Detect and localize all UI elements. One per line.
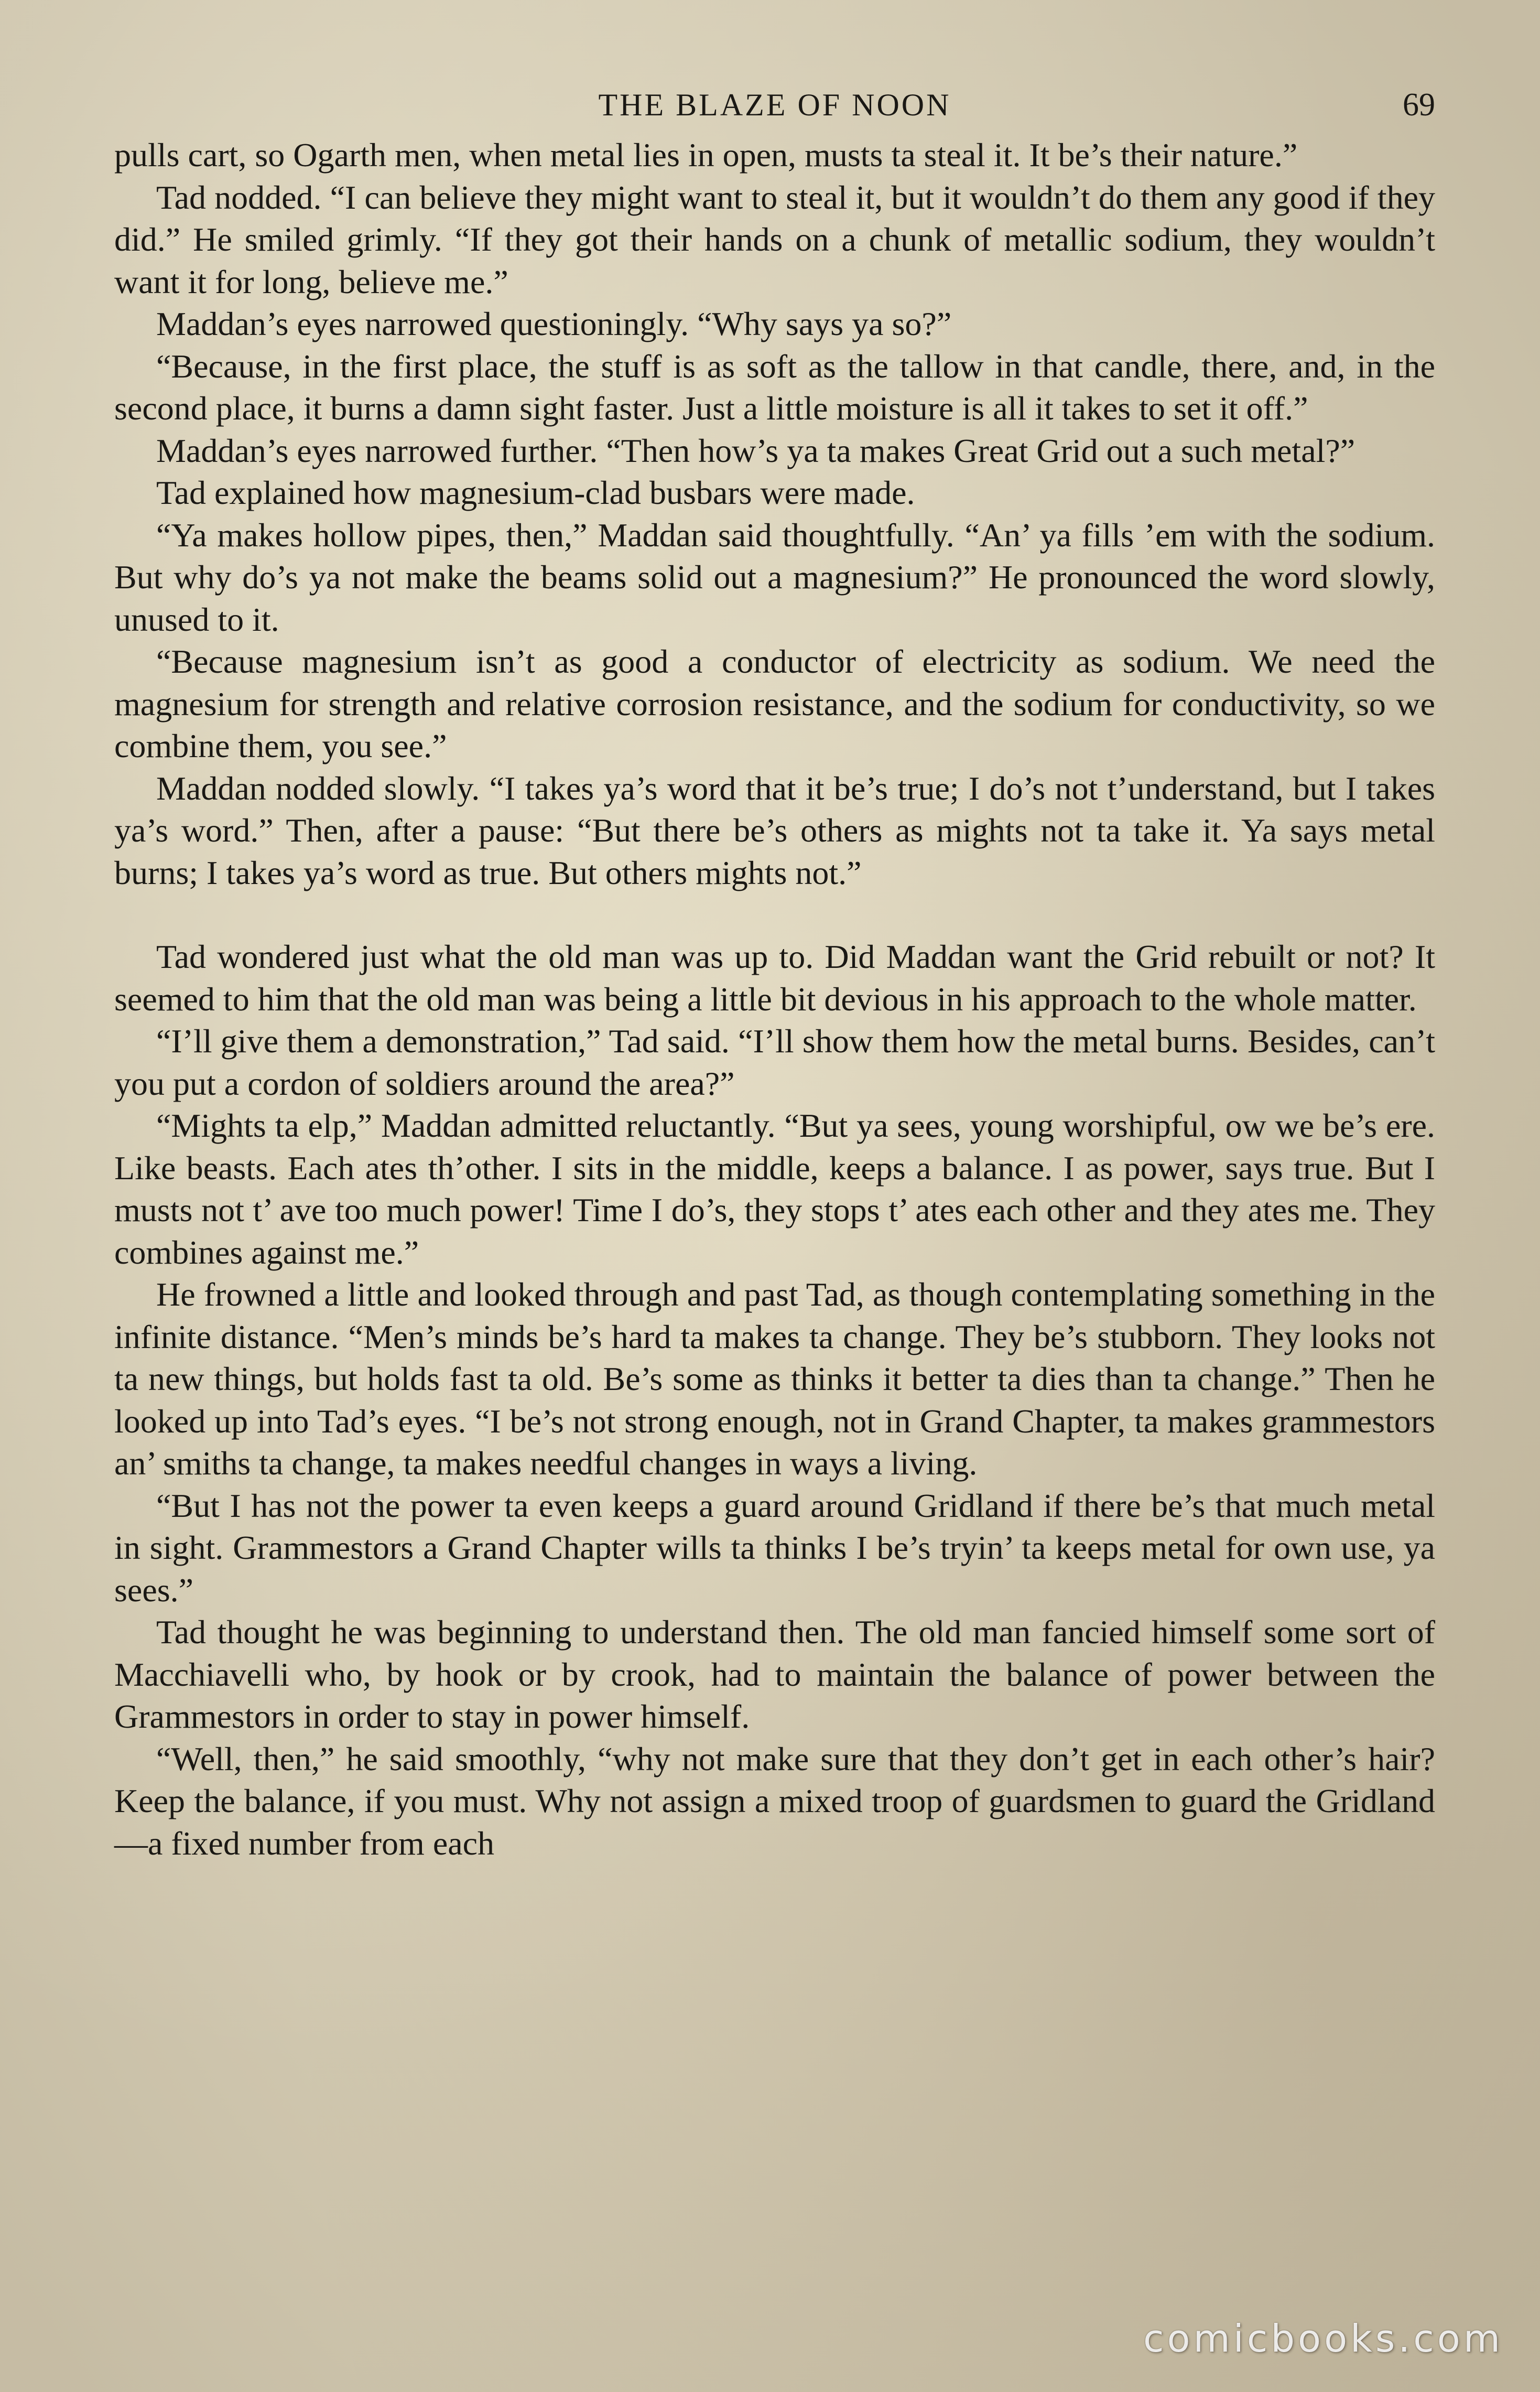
book-page — [114, 79, 1435, 2281]
paragraph: “But I has not the power ta even keeps a guard around Gridland if there be’s that much metal in sight. Grammestors a Grand Chapter wills ta thinks I be’s tryin’ ta keeps metal for own use, ya sees.” — [114, 1486, 1435, 1609]
paragraph: “Because magnesium isn’t as good a conductor of electricity as sodium. We need the magnesium for strength and relative corrosion resistance, and the sodium for conductivity, so we combine them, you see.” — [114, 643, 1435, 764]
paragraph: Tad nodded. “I can believe they might want to steal it, but it wouldn’t do them any good if they did.” He smiled grimly. “If they got their hands on a chunk of metallic sodium, they wouldn’t want it for long, believe me.” — [114, 178, 1435, 300]
section-break — [114, 894, 1435, 936]
running-title: THE BLAZE OF NOON — [598, 88, 951, 122]
paragraph: Tad thought he was beginning to understand then. The old man fancied himself some sort of Macchiavelli who, by hook or by crook, had to maintain the balance of power between the Grammestors in order to stay in power himself. — [114, 1613, 1435, 1735]
paragraph: Maddan’s eyes narrowed further. “Then how’s ya ta makes Great Grid out a such metal?” — [156, 432, 1355, 469]
paragraph: Maddan’s eyes narrowed questioningly. “Why says ya so?” — [156, 305, 952, 342]
paragraph: “Ya makes hollow pipes, then,” Maddan said thoughtfully. “An’ ya fills ’em with the sodium. But why do’s ya not make the beams solid out a magnesium?” He pronounced the word slowly, unused to it. — [114, 516, 1435, 638]
paragraph: He frowned a little and looked through and past Tad, as though contemplating something in the infinite distance. “Men’s minds be’s hard ta makes ta change. They be’s stubborn. They looks not ta new things, but holds fast ta old. Be’s some as thinks it better ta dies than ta change.” Then he looked up into Tad’s eyes. “I be’s not strong enough, not in Grand Chapter, ta makes grammestors an’ smiths ta change, ta makes needful changes in ways a living. — [114, 1276, 1435, 1482]
paragraph: “Because, in the first place, the stuff is as soft as the tallow in that candle, there, and, in the second place, it burns a damn sight faster. Just a little moisture is all it takes to set it off.” — [114, 347, 1435, 427]
paragraph: Tad wondered just what the old man was up to. Did Maddan want the Grid rebuilt or not? It seemed to him that the old man was being a little bit devious in his approach to the whole matter. — [114, 938, 1435, 1018]
paragraph: Tad explained how magnesium-clad busbars were made. — [156, 474, 915, 511]
watermark: comicbooks.com — [1143, 2316, 1503, 2361]
running-head — [114, 79, 1435, 131]
paragraph: “I’ll give them a demonstration,” Tad said. “I’ll show them how the metal burns. Besides, can’t you put a cordon of soldiers around the area?” — [114, 1022, 1435, 1102]
paragraph: “Mights ta elp,” Maddan admitted reluctantly. “But ya sees, young worshipful, ow we be’s ere. Like beasts. Each ates th’other. I sits in the middle, keeps a balance. I as power, says true. But I musts not t’ ave too much power! Time I do’s, they stops t’ ates each other and they ates me. They combines against me.” — [114, 1107, 1435, 1271]
body-text — [114, 134, 1435, 1865]
paragraph: Maddan nodded slowly. “I takes ya’s word that it be’s true; I do’s not t’understand, but I takes ya’s word.” Then, after a pause: “But there be’s others as mights not ta take it. Ya says metal burns; I takes ya’s word as true. But others mights not.” — [114, 769, 1435, 891]
page-number: 69 — [1403, 87, 1435, 123]
paragraph: “Well, then,” he said smoothly, “why not make sure that they don’t get in each other’s hair? Keep the balance, if you must. Why not assign a mixed troop of guardsmen to guard the Gridland—a fixed number from each — [114, 1740, 1435, 1862]
paragraph: pulls cart, so Ogarth men, when metal lies in open, musts ta steal it. It be’s their nature.” — [114, 136, 1298, 174]
